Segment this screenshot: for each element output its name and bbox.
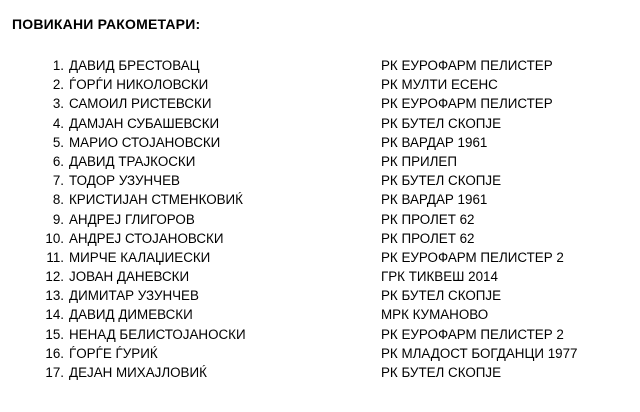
list-item bbox=[0, 286, 640, 305]
club-name: РК ПРОЛЕТ 62 bbox=[381, 230, 475, 246]
list-item bbox=[0, 75, 640, 94]
list-number: 12. bbox=[45, 269, 64, 285]
player-name: АНДРЕЈ ГЛИГОРОВ bbox=[69, 211, 195, 227]
club-name: МРК КУМАНОВО bbox=[381, 307, 489, 323]
player-name: МАРИО СТОЈАНОВСКИ bbox=[69, 134, 221, 150]
list-item bbox=[0, 210, 640, 229]
list-item bbox=[0, 325, 640, 344]
list-number: 9. bbox=[52, 211, 64, 227]
player-name: ЃОРЃИ НИКОЛОВСКИ bbox=[69, 77, 209, 93]
list-number: 3. bbox=[52, 96, 64, 112]
list-item bbox=[0, 190, 640, 209]
list-item bbox=[0, 363, 640, 382]
player-name: МИРЧЕ КАЛАЏИЕСКИ bbox=[69, 249, 211, 265]
player-name: ДЕЈАН МИХАЈЛОВИЌ bbox=[69, 365, 207, 380]
list-number: 8. bbox=[52, 192, 64, 208]
club-name: РК ЕУРОФАРМ ПЕЛИСТЕР bbox=[381, 58, 553, 73]
list-item bbox=[0, 229, 640, 248]
list-item bbox=[0, 133, 640, 152]
list-number: 1. bbox=[52, 58, 64, 73]
club-name: РК БУТЕЛ СКОПЈЕ bbox=[381, 115, 502, 131]
club-name: РК ЕУРОФАРМ ПЕЛИСТЕР 2 bbox=[381, 249, 564, 265]
player-name: ДАВИД ДИМЕВСКИ bbox=[69, 307, 193, 323]
club-name: РК ВАРДАР 1961 bbox=[381, 134, 488, 150]
list-number: 2. bbox=[52, 77, 64, 93]
player-name: ТОДОР УЗУНЧЕВ bbox=[69, 173, 180, 189]
list-item bbox=[0, 56, 640, 75]
player-name: ДАМЈАН СУБАШЕВСКИ bbox=[69, 115, 220, 131]
club-name: РК ПРОЛЕТ 62 bbox=[381, 211, 475, 227]
club-name: ГРК ТИКВЕШ 2014 bbox=[381, 269, 498, 285]
player-name: ЈОВАН ДАНЕВСКИ bbox=[69, 269, 190, 285]
player-name: НЕНАД БЕЛИСТОЈАНОСКИ bbox=[69, 326, 246, 342]
list-item bbox=[0, 248, 640, 267]
club-name: РК МЛАДОСТ БОГДАНЦИ 1977 bbox=[381, 345, 578, 361]
list-number: 14. bbox=[45, 307, 64, 323]
club-name: РК МУЛТИ ЕСЕНС bbox=[381, 77, 498, 93]
player-name: ДАВИД БРЕСТОВАЦ bbox=[69, 58, 200, 73]
player-list bbox=[0, 56, 640, 382]
list-number: 6. bbox=[52, 153, 64, 169]
club-name: РК БУТЕЛ СКОПЈЕ bbox=[381, 288, 502, 304]
list-item bbox=[0, 152, 640, 171]
list-number: 4. bbox=[52, 115, 64, 131]
list-number: 7. bbox=[52, 173, 64, 189]
player-name: ДАВИД ТРАЈКОСКИ bbox=[69, 153, 196, 169]
page-heading: ПОВИКАНИ РАКОМЕТАРИ: bbox=[12, 16, 201, 32]
player-name: КРИСТИЈАН СТМЕНКОВИЌ bbox=[69, 192, 243, 208]
club-name: РК ЕУРОФАРМ ПЕЛИСТЕР bbox=[381, 96, 553, 112]
list-number: 10. bbox=[45, 230, 64, 246]
list-item bbox=[0, 344, 640, 363]
club-name: РК ЕУРОФАРМ ПЕЛИСТЕР 2 bbox=[381, 326, 564, 342]
list-item bbox=[0, 114, 640, 133]
list-number: 16. bbox=[45, 345, 64, 361]
list-item bbox=[0, 171, 640, 190]
club-name: РК БУТЕЛ СКОПЈЕ bbox=[381, 365, 502, 380]
list-item bbox=[0, 305, 640, 324]
club-name: РК БУТЕЛ СКОПЈЕ bbox=[381, 173, 502, 189]
list-number: 17. bbox=[45, 365, 64, 380]
list-item bbox=[0, 94, 640, 113]
player-name: АНДРЕЈ СТОЈАНОВСКИ bbox=[69, 230, 224, 246]
list-number: 13. bbox=[45, 288, 64, 304]
player-name: ЃОРЃЕ ЃУРИЌ bbox=[69, 345, 158, 361]
list-number: 15. bbox=[45, 326, 64, 342]
club-name: РК ПРИЛЕП bbox=[381, 153, 457, 169]
player-name: ДИМИТАР УЗУНЧЕВ bbox=[69, 288, 199, 304]
player-name: САМОИЛ РИСТЕВСКИ bbox=[69, 96, 212, 112]
list-item bbox=[0, 267, 640, 286]
club-name: РК ВАРДАР 1961 bbox=[381, 192, 488, 208]
list-number: 5. bbox=[52, 134, 64, 150]
list-number: 11. bbox=[46, 249, 64, 265]
